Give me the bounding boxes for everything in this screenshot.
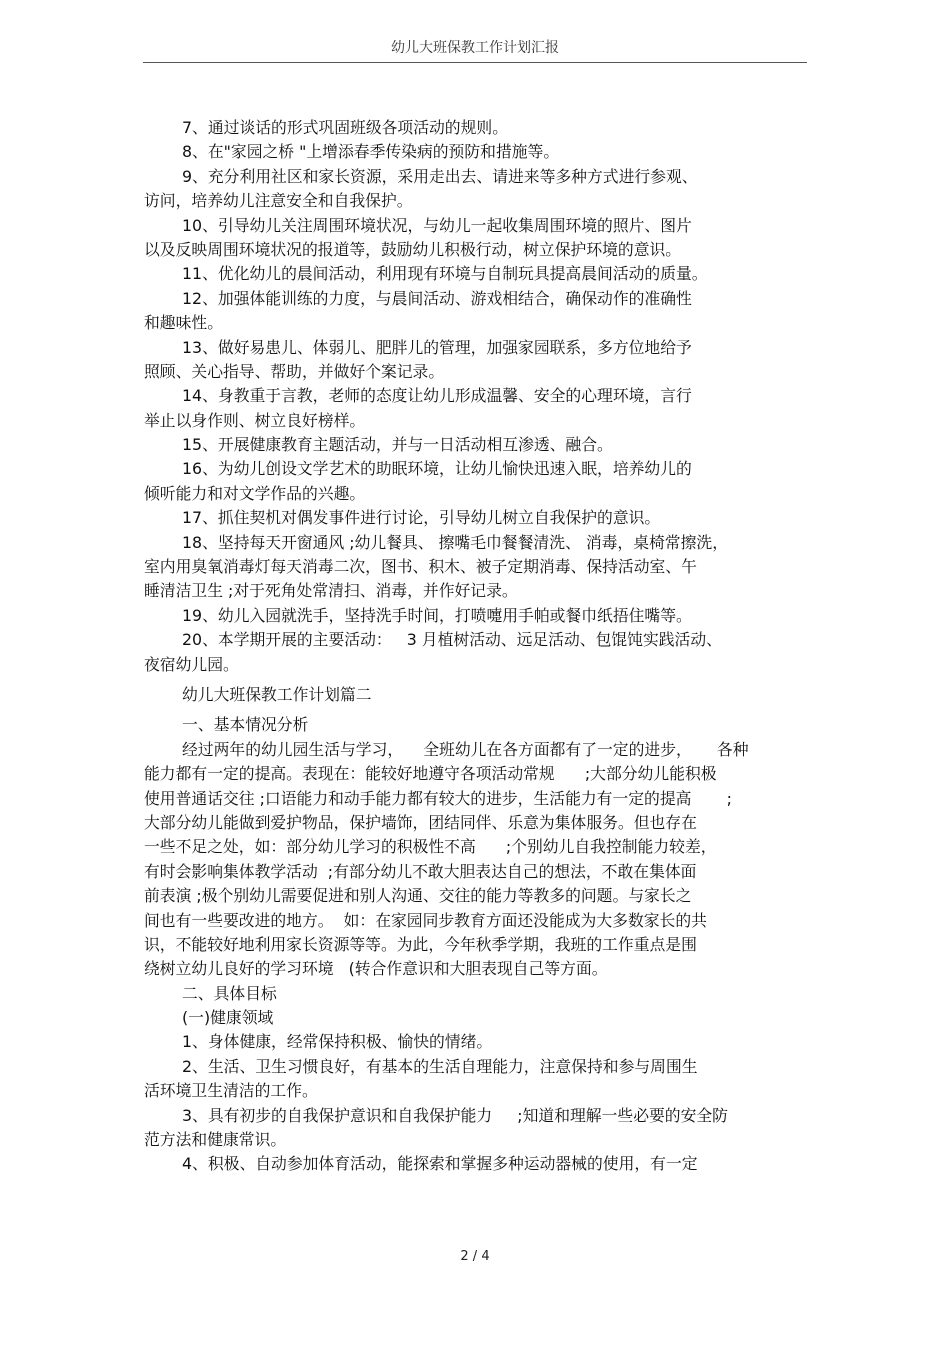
text-line: 夜宿幼儿园。 (144, 654, 239, 674)
text-line: 以及反映周围环境状况的报道等，鼓励幼儿积极行动，树立保护环境的意识。 (144, 239, 682, 259)
text-line: 能力都有一定的提高。表现在：能较好地遵守各项活动常规 ;大部分幼儿能积极 (144, 764, 717, 784)
page-number: 2 / 4 (460, 1249, 490, 1264)
text-line: 和趣味性。 (144, 313, 223, 333)
text-line: 范方法和健康常识。 (144, 1130, 287, 1150)
text-line: 室内用臭氧消毒灯每天消毒二次，图书、积木、被子定期消毒、保持活动室、午 (144, 557, 697, 577)
text-line: 活环境卫生清洁的工作。 (144, 1081, 318, 1101)
text-line: 8、在"家园之桥 "上增添春季传染病的预防和措施等。 (182, 142, 560, 162)
text-line: 绕树立幼儿良好的学习环境 (转合作意识和大胆表现自己等方面。 (144, 959, 608, 979)
running-header: 幼儿大班保教工作计划汇报 (391, 40, 559, 56)
text-line: 13、做好易患儿、体弱儿、肥胖儿的管理，加强家园联系，多方位地给予 (182, 337, 692, 357)
document-body (144, 116, 808, 1177)
text-line: 12、加强体能训练的力度，与晨间活动、游戏相结合，确保动作的准确性 (182, 288, 692, 308)
text-line: 照顾、关心指导、帮助，并做好个案记录。 (144, 361, 445, 381)
text-line: 举止以身作则、树立良好榜样。 (144, 410, 366, 430)
text-line: 使用普通话交往 ;口语能力和动手能力都有较大的进步，生活能力有一定的提高 ; (144, 788, 732, 808)
text-line: 16、为幼儿创设文学艺术的助眠环境，让幼儿愉快迅速入眠，培养幼儿的 (182, 459, 692, 479)
section-title: 幼儿大班保教工作计划篇二 (182, 684, 372, 704)
text-line: 2、生活、卫生习惯良好，有基本的生活自理能力，注意保持和参与周围生 (182, 1056, 698, 1076)
text-line: 间也有一些要改进的地方。 如：在家园同步教育方面还没能成为大多数家长的共 (144, 910, 707, 930)
header-divider (143, 62, 807, 63)
text-line: 9、充分利用社区和家长资源，采用走出去、请进来等多种方式进行参观、 (182, 166, 698, 186)
text-line: 3、具有初步的自我保护意识和自我保护能力 ;知道和理解一些必要的安全防 (182, 1105, 728, 1125)
text-line: 前表演 ;极个别幼儿需要促进和别人沟通、交往的能力等教多的问题。与家长之 (144, 886, 692, 906)
text-line: 7、通过谈话的形式巩固班级各项活动的规则。 (182, 118, 508, 137)
text-line: 10、引导幼儿关注周围环境状况，与幼儿一起收集周围环境的照片、图片 (182, 215, 692, 235)
text-line: 11、优化幼儿的晨间活动，利用现有环境与自制玩具提高晨间活动的质量。 (182, 264, 708, 284)
text-line: 睡清洁卫生 ;对于死角处常清扫、消毒，并作好记录。 (144, 581, 518, 601)
text-line: 访问，培养幼儿注意安全和自我保护。 (144, 191, 413, 211)
plan-section-two (144, 713, 808, 1176)
text-line: 18、坚持每天开窗通风 ;幼儿餐具、 擦嘴毛巾餐餐清洗、 消毒，桌椅常擦洗， (182, 532, 728, 552)
text-line: 一些不足之处，如：部分幼儿学习的积极性不高 ;个别幼儿自我控制能力较差， (144, 837, 717, 857)
text-line: (一)健康领域 (182, 1008, 274, 1028)
text-line: 一、基本情况分析 (182, 715, 309, 735)
text-line: 二、具体目标 (182, 983, 277, 1003)
text-line: 20、本学期开展的主要活动： 3 月植树活动、远足活动、包馄饨实践活动、 (182, 630, 722, 650)
text-line: 识，不能较好地利用家长资源等等。为此，今年秋季学期，我班的工作重点是围 (144, 934, 697, 954)
text-line: 大部分幼儿能做到爱护物品，保护墙饰，团结同伴、乐意为集体服务。但也存在 (144, 812, 697, 832)
text-line: 15、开展健康教育主题活动，并与一日活动相互渗透、融合。 (182, 435, 613, 455)
text-line: 17、抓住契机对偶发事件进行讨论，引导幼儿树立自我保护的意识。 (182, 508, 661, 528)
text-line: 19、幼儿入园就洗手，坚持洗手时间，打喷嚏用手帕或餐巾纸捂住嘴等。 (182, 605, 692, 625)
text-line: 14、身教重于言教，老师的态度让幼儿形成温馨、安全的心理环境，言行 (182, 386, 692, 406)
plan-items-section (144, 116, 808, 677)
text-line: 4、积极、自动参加体育活动，能探索和掌握多种运动器械的使用，有一定 (182, 1154, 698, 1174)
text-line: 有时会影响集体教学活动 ;有部分幼儿不敢大胆表达自己的想法，不敢在集体面 (144, 861, 697, 881)
text-line: 经过两年的幼儿园生活与学习， 全班幼儿在各方面都有了一定的进步， 各种 (182, 739, 749, 759)
text-line: 倾听能力和对文学作品的兴趣。 (144, 483, 366, 503)
text-line: 1、身体健康，经常保持积极、愉快的情绪。 (182, 1032, 493, 1052)
